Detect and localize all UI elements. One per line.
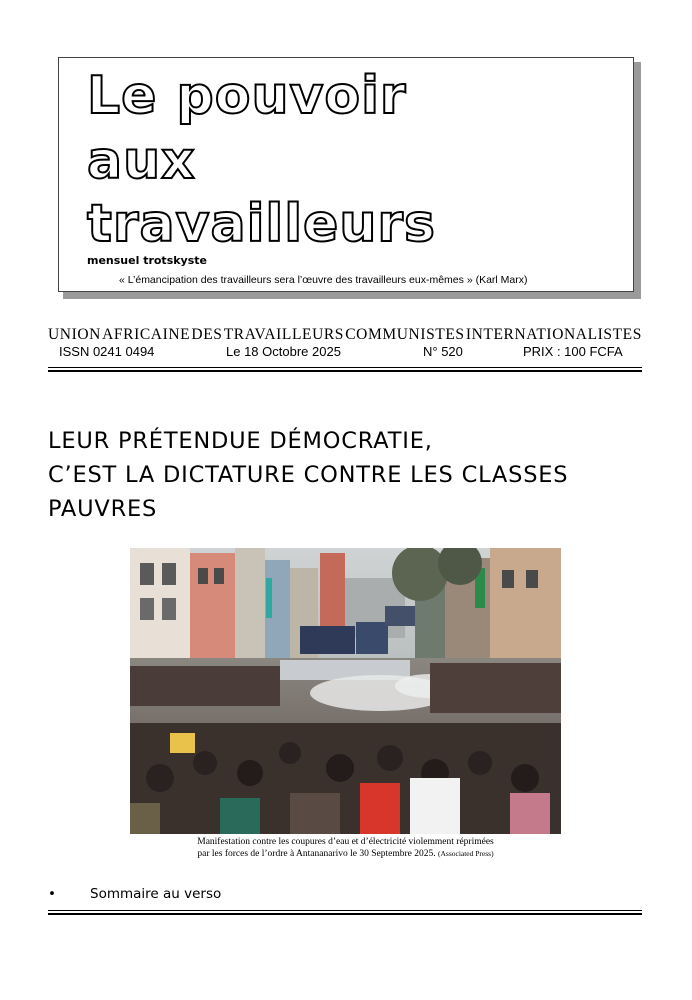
org-word: COMMUNISTES <box>345 326 465 343</box>
masthead-subtitle: mensuel trotskyste <box>87 254 207 267</box>
masthead-title-line-3: travailleurs <box>87 194 436 254</box>
organization-name <box>48 326 642 344</box>
headline-line: LEUR PRÉTENDUE DÉMOCRATIE, <box>48 428 433 454</box>
caption-text: par les forces de l’ordre à Antananarivo le 30 Septembre 2025. <box>197 849 436 859</box>
protest-photo <box>130 548 561 834</box>
issn: ISSN 0241 0494 <box>59 344 155 359</box>
caption-line-1: Manifestation contre les coupures d’eau et d’électricité violemment réprimées <box>197 837 494 847</box>
summary-text: Sommaire au verso <box>90 886 222 902</box>
masthead-title-line-2: aux <box>87 131 196 191</box>
photo-caption <box>130 836 561 860</box>
headline-line: PAUVRES <box>48 496 158 522</box>
caption-line-2 <box>130 848 561 860</box>
org-word: AFRICAINE <box>102 326 191 343</box>
org-word: TRAVAILLEURS <box>223 326 345 343</box>
header-divider <box>48 367 642 372</box>
issue-date: Le 18 Octobre 2025 <box>226 344 341 359</box>
footer-divider <box>48 910 642 915</box>
headline <box>48 424 648 526</box>
caption-credit: (Associated Press) <box>437 849 494 858</box>
masthead-quote: « L’émancipation des travailleurs sera l’œuvre des travailleurs eux-mêmes » (Karl Marx) <box>119 274 528 286</box>
org-word: DES <box>191 326 223 343</box>
issue-number: N° 520 <box>423 344 463 359</box>
org-word: INTERNATIONALISTES <box>465 326 642 343</box>
headline-line: C’EST LA DICTATURE CONTRE LES CLASSES <box>48 462 569 488</box>
masthead <box>58 57 634 292</box>
org-word: UNION <box>48 326 101 343</box>
masthead-title-line-1: Le pouvoir <box>87 66 407 126</box>
bullet: • <box>48 886 56 902</box>
price: PRIX : 100 FCFA <box>523 344 623 359</box>
